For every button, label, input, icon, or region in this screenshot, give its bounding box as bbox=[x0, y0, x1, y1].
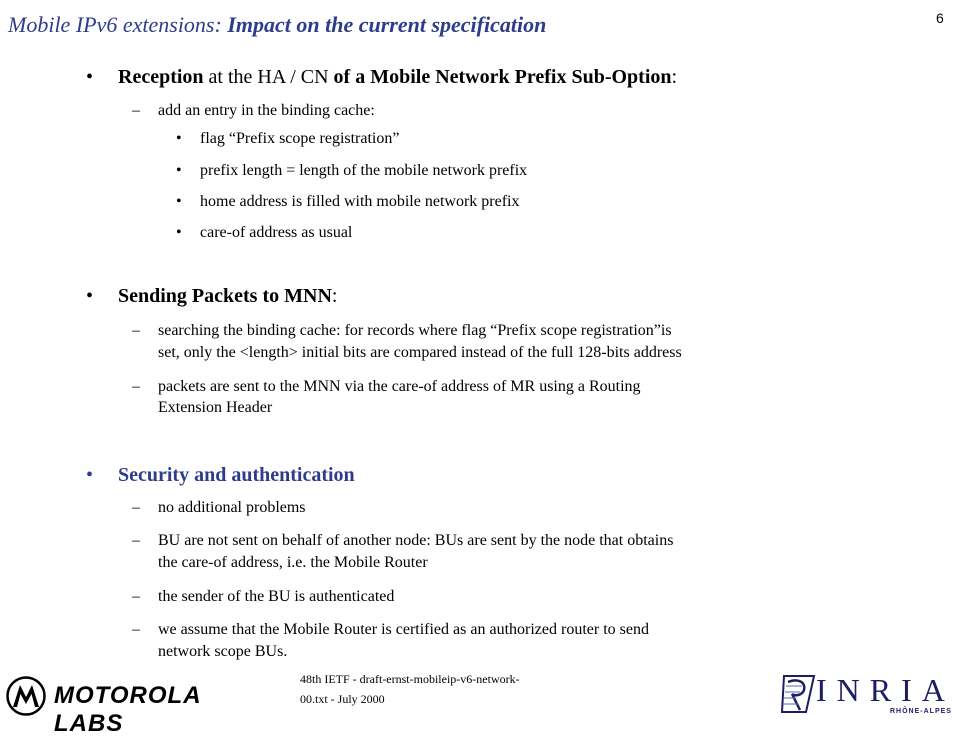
bullet-marker: • bbox=[176, 193, 182, 210]
bold-security: Security and authentication bbox=[118, 464, 355, 486]
sub-certified-line2: network scope BUs. bbox=[158, 643, 288, 660]
page-number: 6 bbox=[936, 10, 944, 26]
sub-searching-line1: searching the binding cache: for records where flag “Prefix scope registration”is bbox=[158, 322, 672, 339]
dash-marker: – bbox=[132, 499, 140, 516]
motorola-wordmark: MOTOROLA LABS bbox=[54, 682, 201, 737]
sub-bu-line1: BU are not sent on behalf of another node: BUs are sent by the node that obtains bbox=[158, 532, 674, 549]
inria-subtitle: RHÔNE-ALPES bbox=[890, 708, 952, 715]
inria-wordmark: INRIA bbox=[816, 672, 955, 708]
footer-line2: 00.txt - July 2000 bbox=[300, 692, 385, 706]
inria-mark-icon bbox=[780, 672, 820, 716]
motorola-batwing-icon bbox=[6, 676, 46, 716]
sub-packets-line2: Extension Header bbox=[158, 399, 273, 416]
footer-citation bbox=[300, 669, 630, 709]
bullet-security bbox=[118, 464, 355, 487]
footer-line1: 48th IETF - draft-ernst-mobileip-v6-network- bbox=[300, 672, 520, 686]
sub-no-problems: no additional problems bbox=[158, 499, 306, 516]
inria-logo bbox=[780, 670, 956, 718]
title-bold: Impact on the current specification bbox=[227, 12, 547, 37]
item-prefix-length: prefix length = length of the mobile network prefix bbox=[200, 162, 528, 179]
bullet-marker: • bbox=[176, 162, 182, 179]
item-home-address: home address is filled with mobile network prefix bbox=[200, 193, 520, 210]
title-italic: Mobile IPv6 extensions: bbox=[8, 12, 228, 37]
bullet-marker: • bbox=[176, 224, 182, 241]
dash-marker: – bbox=[132, 322, 140, 339]
item-flag: flag “Prefix scope registration” bbox=[200, 130, 400, 147]
sub-certified-line1: we assume that the Mobile Router is certified as an authorized router to send bbox=[158, 621, 649, 638]
bullet-marker: • bbox=[86, 66, 94, 88]
dash-marker: – bbox=[132, 102, 140, 119]
bold-prefix-suboption: of a Mobile Network Prefix Sub-Option bbox=[333, 66, 672, 88]
dash-marker: – bbox=[132, 532, 140, 549]
sub-binding-cache: add an entry in the binding cache: bbox=[158, 102, 375, 119]
item-care-of: care-of address as usual bbox=[200, 224, 353, 241]
bullet-marker: • bbox=[86, 464, 94, 486]
sub-searching-line2: set, only the <length> initial bits are compared instead of the full 128-bits address bbox=[158, 344, 682, 361]
dash-marker: – bbox=[132, 588, 140, 605]
sub-packets-line1: packets are sent to the MNN via the care-of address of MR using a Routing bbox=[158, 378, 641, 395]
sub-authenticated: the sender of the BU is authenticated bbox=[158, 588, 395, 605]
bullet-marker: • bbox=[176, 130, 182, 147]
bullet-reception bbox=[118, 66, 677, 89]
colon: : bbox=[671, 66, 678, 88]
bullet-marker: • bbox=[86, 285, 94, 307]
bullet-sending-packets bbox=[118, 285, 337, 308]
colon: : bbox=[331, 285, 338, 307]
bold-sending-packets: Sending Packets to MNN bbox=[118, 285, 332, 307]
motorola-labs-logo bbox=[6, 676, 276, 737]
slide-title bbox=[8, 12, 546, 38]
bold-reception: Reception bbox=[118, 66, 204, 88]
text-at-ha-cn: at the HA / CN bbox=[203, 66, 334, 88]
dash-marker: – bbox=[132, 378, 140, 395]
dash-marker: – bbox=[132, 621, 140, 638]
sub-bu-line2: the care-of address, i.e. the Mobile Router bbox=[158, 554, 428, 571]
